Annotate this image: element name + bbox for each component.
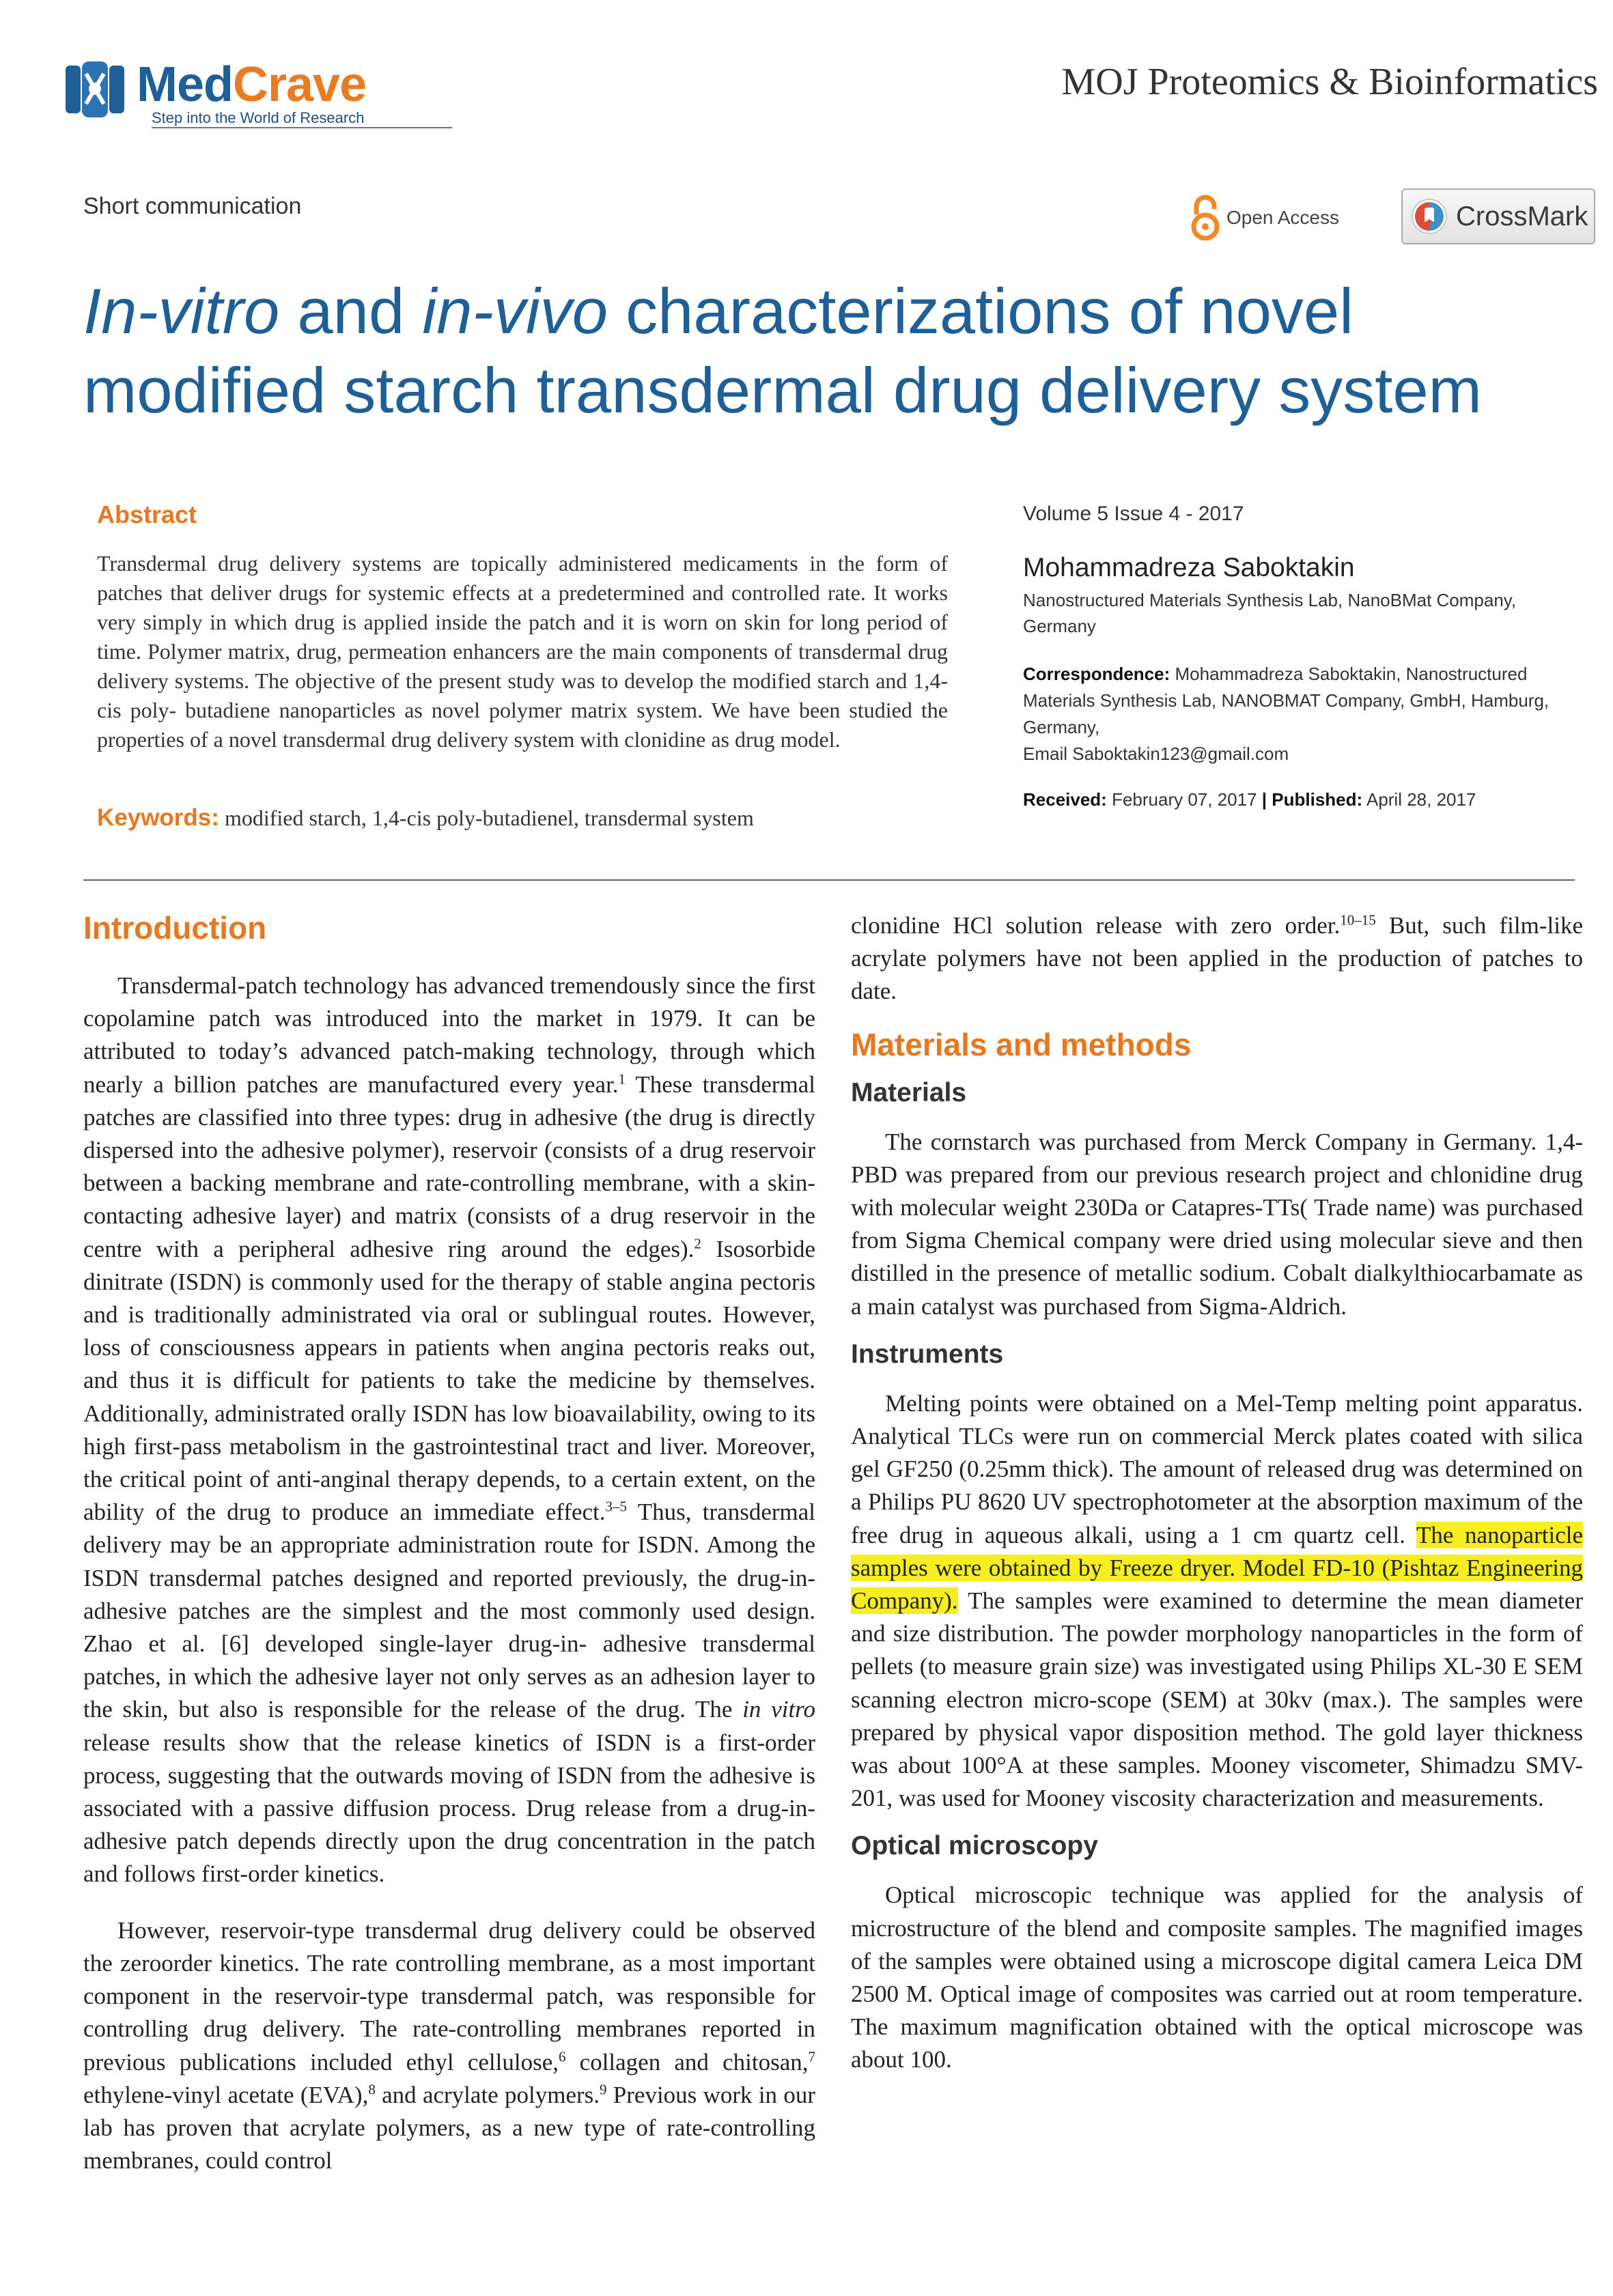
- author-affiliation: Nanostructured Materials Synthesis Lab, NanoBMat Company, Germany: [1023, 590, 1517, 636]
- right-column: [851, 909, 1583, 2077]
- optical-microscopy-heading: Optical microscopy: [851, 1831, 1098, 1861]
- materials-heading: Materials: [851, 1077, 967, 1107]
- medcrave-logo[interactable]: [63, 56, 384, 131]
- logo-tagline: Step into the World of Research: [152, 109, 365, 126]
- keywords-list: modified starch, 1,4-cis poly-butadienel, transdermal system: [219, 806, 754, 830]
- crossmark-button[interactable]: [1401, 188, 1595, 244]
- intro-continuation: clonidine HCl solution release with zero order.$^{10-15}$ But, such film-like acrylate polymers have not been applied in the production of patches to date.: [851, 911, 1583, 1005]
- header-rule: [152, 127, 452, 128]
- introduction-heading: Introduction: [83, 910, 267, 946]
- materials-paragraph: The cornstarch was purchased from Merck Company in Germany. 1,4-PBD was prepared from our previous research project and chlonidine drug with molecular weight 230Da or Catapres-TTs( Trade name) was purchased from Sigma Chemical company were dried using molecular sieve and then distilled in the presence of metallic sodium. Cobalt dialkylthiocarbamate as a main catalyst was purchased from Sigma-Aldrich.: [851, 1128, 1583, 1320]
- crossmark-label: CrossMark: [1456, 201, 1588, 231]
- optical-microscopy-paragraph: Optical microscopic technique was applied for the analysis of microstructure of the blend and composite samples. The magnified images of the samples were obtained using a microscope digital camera Leica DM 2500 M. Optical image of composites was carried out at room temperature. The maximum magnification obtained with the optical microscope was about 100.: [851, 1882, 1583, 2073]
- instruments-paragraph: Melting points were obtained on a Mel-Temp melting point apparatus. Analytical TLCs were run on commercial Merck plates coated with silica gel GF250 (0.25mm thick). The amount of released drug was determined on a Philips PU 8620 UV spectrophotometer at the absorption maximum of the free drug in aqueous alkali, using a 1 cm quartz cell. The nanoparticle samples were obtained by Freeze dryer. Model FD-10 (Pishtaz Engineering Company). The samples were examined to determine the mean diameter and size distribution. The powder morphology nanoparticles in the form of pellets (to measure grain size) was investigated using Philips XL-30 E SEM scanning electron micro-scope (SEM) at 30kv (max.). The samples were prepared by physical vapor disposition method. The gold layer thickness was about 100°A at these samples. Mooney viscometer, Shimadzu SMV-201, was used for Mooney viscosity characterization and measurements.: [851, 1389, 1583, 1812]
- article-type: Short communication: [83, 193, 302, 219]
- keywords-label: Keywords:: [97, 804, 219, 831]
- open-access-label: Open Access: [1226, 207, 1339, 228]
- volume-issue: Volume 5 Issue 4 - 2017: [1023, 502, 1244, 525]
- highlighted-text: The nanoparticle samples were obtained by Freeze dryer. Model FD-10 (Pishtaz Engineering Company).: [851, 1521, 1583, 1615]
- section-divider: [83, 879, 1575, 881]
- instruments-heading: Instruments: [851, 1339, 1004, 1369]
- article-dates: Received: February 07, 2017 | Published: April 28, 2017: [1023, 789, 1476, 810]
- email-label: Email: [1023, 743, 1068, 764]
- left-column: [83, 909, 815, 2177]
- abstract-heading: Abstract: [97, 500, 197, 528]
- crossmark-icon: [1411, 198, 1448, 235]
- open-access-badge[interactable]: [1190, 193, 1339, 243]
- keywords: [97, 804, 948, 832]
- intro-paragraph-2: However, reservoir-type transdermal drug delivery could be observed the zeroorder kinetics. The rate controlling membrane, as a most important component in the reservoir-type transdermal patch, was responsible for controlling drug delivery. The rate-controlling membranes reported in previous publications included ethyl cellulose,$^6$ collagen and chitosan,$^7$ ethylene-vinyl acetate (EVA),$^8$ and acrylate polymers.$^9$ Previous work in our lab has proven that acrylate polymers, as a new type of rate-controlling membranes, could control: [83, 1916, 815, 2174]
- article-info: [1023, 502, 1583, 810]
- open-access-icon: [1190, 194, 1221, 242]
- medcrave-logo-icon: [63, 60, 127, 119]
- journal-name: MOJ Proteomics & Bioinformatics: [1061, 61, 1598, 103]
- email-address[interactable]: Saboktakin123@gmail.com: [1067, 743, 1289, 764]
- abstract-text: Transdermal drug delivery systems are topically administered medicaments in the form of patches that deliver drugs for systemic effects at a predetermined and controlled rate. It works very simply in which drug is applied inside the patch and it is worn on skin for long period of time. Polymer matrix, drug, permeation enhancers are the main components of transdermal drug delivery systems. The objective of the present study was to develop the modified starch and 1,4-cis poly- butadiene nanoparticles as novel polymer matrix system. We have been studied the properties of a novel transdermal drug delivery system with clonidine as drug model.: [97, 551, 948, 752]
- materials-methods-heading: Materials and methods: [851, 1026, 1192, 1062]
- logo-wordmark: MedCrave: [137, 57, 367, 112]
- correspondence: Correspondence: Mohammadreza Saboktakin, Nanostructured Materials Synthesis Lab, NANOBMAT Company, GmbH, Hamburg, Germany, Email Saboktakin123@gmail.com: [1023, 664, 1549, 764]
- article-title: In-vitro and in-vivo characterizations of novel modified starch transdermal drug delivery system: [83, 275, 1482, 426]
- author-name: Mohammadreza Saboktakin: [1023, 553, 1355, 582]
- intro-paragraph-1: Transdermal-patch technology has advanced tremendously since the first copolamine patch was introduced into the market in 1979. It can be attributed to today’s advanced patch-making technology, through which nearly a billion patches are manufactured every year.$^1$ These transdermal patches are classified into three types: drug in adhesive (the drug is directly dispersed into the adhesive polymer), reservoir (consists of a drug reservoir between a backing membrane and rate-controlling membrane, with a skin-contacting adhesive layer) and matrix (consists of a drug reservoir in the centre with a peripheral adhesive ring around the edges).$^2$ Isosorbide dinitrate (ISDN) is commonly used for the therapy of stable angina pectoris and is traditionally administrated via oral or sublingual routes. However, loss of consciousness appears in patients when angina pectoris reaks out, and thus it is difficult for patients to take the medicine by themselves. Additionally, administrated orally ISDN has low bioavailability, owing to its high first-pass metabolism in the gastrointestinal tract and liver. Moreover, the critical point of anti-anginal therapy depends, to a certain extent, on the ability of the drug to produce an immediate effect.$^{3-5}$ Thus, transdermal delivery may be an appropriate administration route for ISDN. Among the ISDN transdermal patches designed and reported previously, the drug-in-adhesive patches are the simplest and the most commonly used design. Zhao et al. [6] developed single-layer drug-in- adhesive transdermal patches, in which the adhesive layer not only serves as an adhesion layer to the skin, but also is responsible for the release of the drug. The in vitro release results show that the release kinetics of ISDN is a first-order process, suggesting that the outwards moving of ISDN from the adhesive is associated with a passive diffusion process. Drug release from a drug-in-adhesive patch depends directly upon the drug concentration in the patch and follows first-order kinetics.: [83, 972, 816, 1888]
